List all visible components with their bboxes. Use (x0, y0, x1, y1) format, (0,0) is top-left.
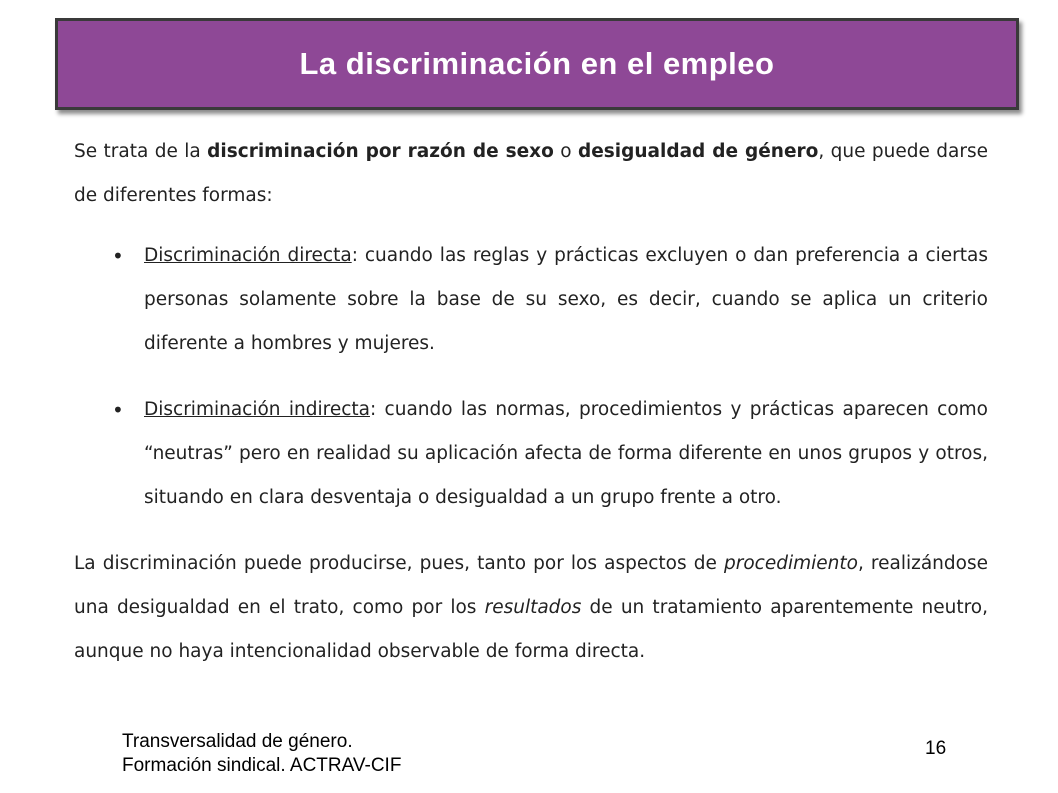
bullet-list (74, 234, 988, 520)
slide-title: La discriminación en el empleo (299, 46, 775, 81)
bullet-text-direct: : cuando las reglas y prácticas excluyen o dan preferencia a ciertas personas solamente sobre la base de su sexo, es decir, cuando se aplica un criterio diferente a hombres y mujeres. (144, 245, 988, 354)
page-number: 16 (925, 738, 947, 759)
slide-content (74, 130, 988, 674)
bullet-item-direct (74, 234, 988, 366)
bullet-term-direct: Discriminación directa (144, 245, 352, 266)
intro-text-3: , que puede darse de diferentes formas: (74, 141, 988, 206)
closing-italic-2: resultados (484, 597, 582, 618)
closing-text-2: , realizándose una desigualdad en el trato, como por los (74, 553, 988, 618)
closing-text-1: La discriminación puede producirse, pues, tanto por los aspectos de (74, 553, 724, 574)
intro-bold-2: desigualdad de género (577, 141, 819, 162)
bullet-dot-icon: • (112, 398, 124, 422)
title-banner (55, 18, 1019, 110)
footer-line-1: Transversalidad de género. (122, 731, 353, 752)
closing-paragraph (74, 542, 988, 674)
intro-paragraph (74, 130, 988, 218)
footer-source (122, 730, 401, 778)
bullet-item-indirect (74, 388, 988, 520)
intro-bold-1: discriminación por razón de sexo (207, 141, 554, 162)
closing-italic-1: procedimiento (723, 553, 858, 574)
bullet-term-indirect: Discriminación indirecta (144, 399, 370, 420)
intro-text-1: Se trata de la (74, 141, 208, 162)
intro-text-2: o (553, 141, 578, 162)
bullet-text-indirect: : cuando las normas, procedimientos y prácticas aparecen como “neutras” pero en realidad su aplicación afecta de forma diferente en unos grupos y otros, situando en clara desventaja o desigualdad a un grupo frente a otro. (144, 399, 988, 508)
closing-text-3: de un tratamiento aparentemente neutro, aunque no haya intencionalidad observable de forma directa. (74, 597, 988, 662)
bullet-dot-icon: • (112, 244, 124, 268)
footer-line-2: Formación sindical. ACTRAV-CIF (122, 755, 402, 776)
